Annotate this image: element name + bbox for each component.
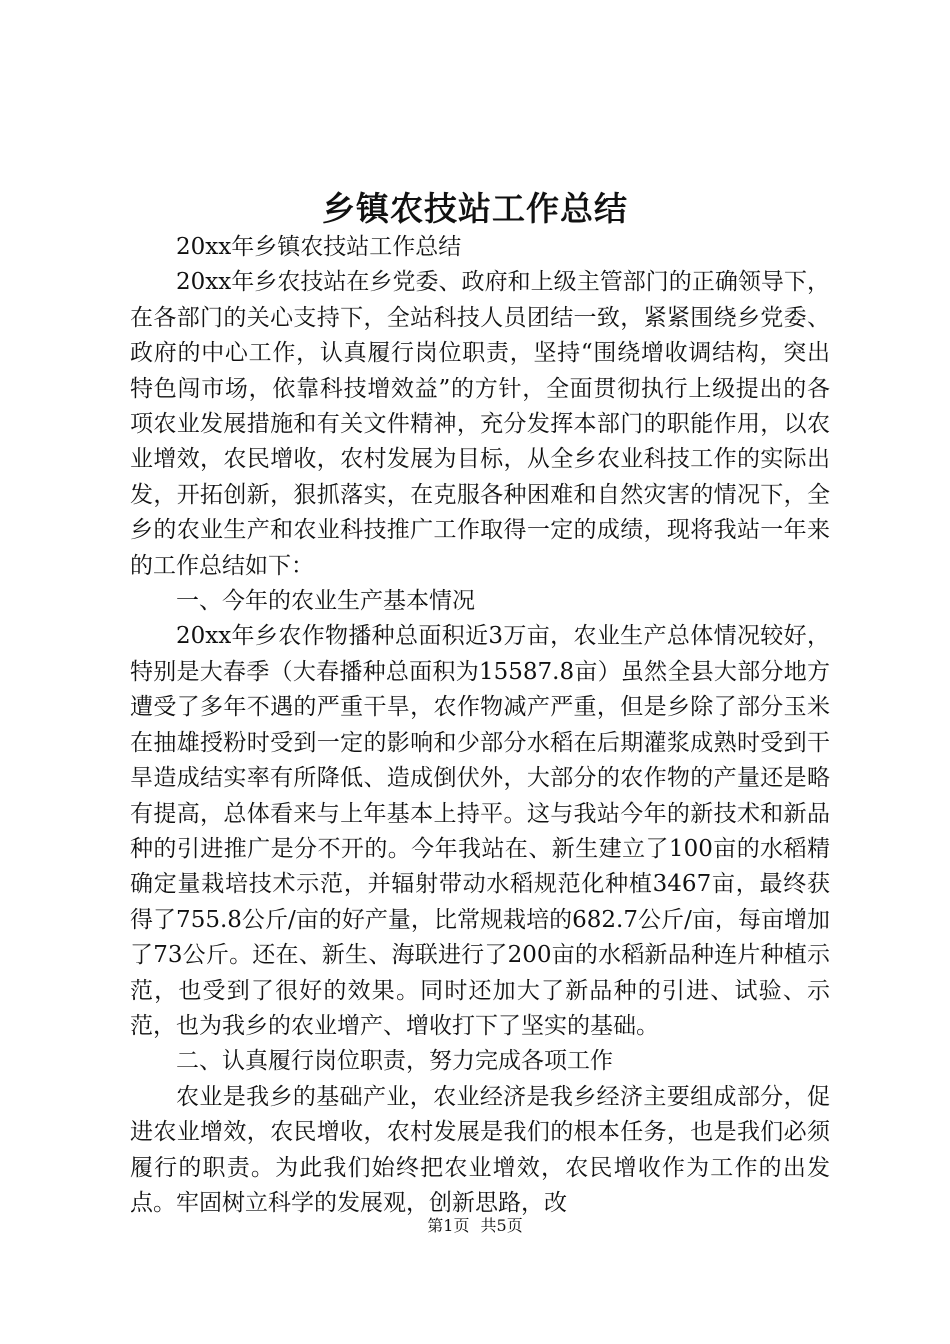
- intro-paragraph: 20xx年乡农技站在乡党委、政府和上级主管部门的正确领导下，在各部门的关心支持下，全站科技人员团结一致，紧紧围绕乡党委、政府的中心工作，认真履行岗位职责，坚持“围绕增收调结构，突出特色闯市场，依靠科技增效益”的方针，全面贯彻执行上级提出的各项农业发展措施和有关文件精神，充分发挥本部门的职能作用，以农业增效，农民增收，农村发展为目标，从全乡农业科技工作的实际出发，开拓创新，狠抓落实，在克服各种困难和自然灾害的情况下，全乡的农业生产和农业科技推广工作取得一定的成绩，现将我站一年来的工作总结如下：: [130, 269, 830, 579]
- page-footer: [0, 1213, 950, 1239]
- section-2-paragraph: 农业是我乡的基础产业，农业经济是我乡经济主要组成部分，促进农业增效，农民增收，农村发展是我们的根本任务，也是我们必须履行的职责。为此我们始终把农业增效，农民增收作为工作的出发点。牢固树立科学的发展观，创新思路，改: [130, 1083, 830, 1216]
- document-body: [130, 230, 830, 1221]
- section-heading-2: 二、认真履行岗位职责，努力完成各项工作: [176, 1048, 613, 1075]
- section-1-paragraph: 20xx年乡农作物播种总面积近3万亩，农业生产总体情况较好，特别是大春季（大春播种总面积为15587.8亩）虽然全县大部分地方遭受了多年不遇的严重干旱，农作物减产严重，但是乡除了部分玉米在抽雄授粉时受到一定的影响和少部分水稻在后期灌浆成熟时受到干旱造成结实率有所降低、造成倒伏外，大部分的农作物的产量还是略有提高，总体看来与上年基本上持平。这与我站今年的新技术和新品种的引进推广是分不开的。今年我站在、新生建立了100亩的水稻精确定量栽培技术示范，并辐射带动水稻规范化种植3467亩，最终获得了755.8公斤/亩的好产量，比常规栽培的682.7公斤/亩，每亩增加了73公斤。还在、新生、海联进行了200亩的水稻新品种连片种植示范，也受到了很好的效果。同时还加大了新品种的引进、试验、示范，也为我乡的农业增产、增收打下了坚实的基础。: [130, 623, 830, 1039]
- section-heading-1: 一、今年的农业生产基本情况: [176, 588, 475, 615]
- page-total: 共5页: [480, 1216, 523, 1235]
- page-number: 第1页: [427, 1216, 470, 1235]
- document-title: 乡镇农技站工作总结: [322, 189, 628, 228]
- subtitle-paragraph: 20xx年乡镇农技站工作总结: [176, 234, 462, 260]
